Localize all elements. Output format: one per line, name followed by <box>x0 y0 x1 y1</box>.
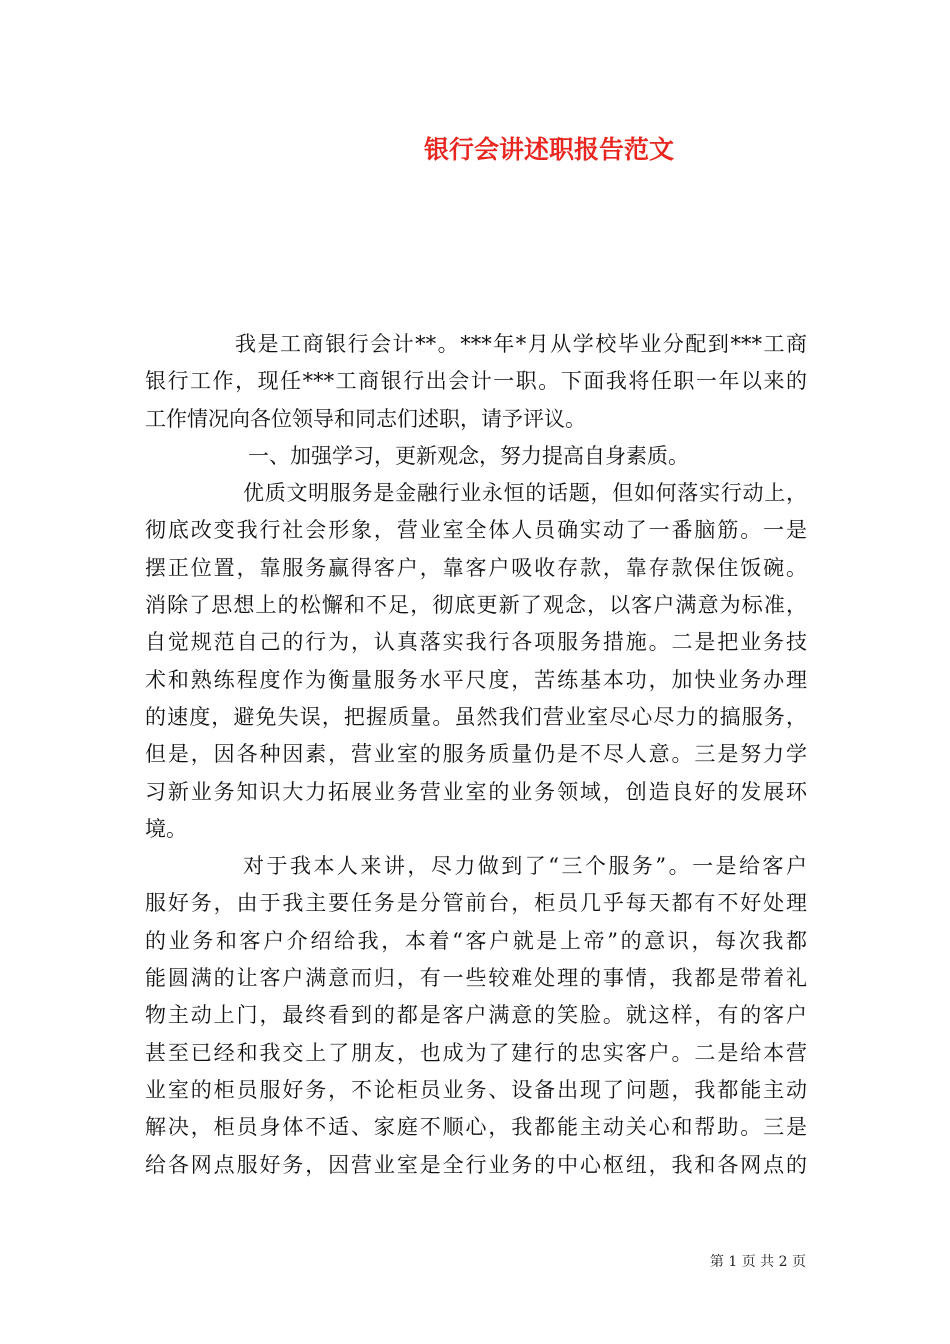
text-line: 术和熟练程度作为衡量服务水平尺度，苦练基本功，加快业务办理 <box>145 667 807 692</box>
page-number-footer: 第 1 页 共 2 页 <box>709 1254 806 1270</box>
text-line: 给各网点服好务，因营业室是全行业务的中心枢纽，我和各网点的 <box>145 1152 807 1177</box>
text-line: 甚至已经和我交上了朋友，也成为了建行的忠实客户。二是给本营 <box>145 1040 807 1065</box>
text-line: 优质文明服务是金融行业永恒的话题，但如何落实行动上， <box>243 481 807 506</box>
document-body <box>145 326 807 1184</box>
text-line: 自觉规范自己的行为，认真落实我行各项服务措施。二是把业务技 <box>145 630 807 655</box>
text-line: 业室的柜员服好务，不论柜员业务、设备出现了问题，我都能主动 <box>145 1077 807 1102</box>
text-line: 消除了思想上的松懈和不足，彻底更新了观念，以客户满意为标准， <box>145 593 807 618</box>
text-line: 工作情况向各位领导和同志们述职，请予评议。 <box>145 406 586 431</box>
text-line: 摆正位置，靠服务赢得客户，靠客户吸收存款，靠存款保住饭碗。 <box>145 555 807 580</box>
text-line: 习新业务知识大力拓展业务营业室的业务领域，创造良好的发展环 <box>145 779 807 804</box>
text-line: 的速度，避免失误，把握质量。虽然我们营业室尽心尽力的搞服务， <box>145 704 807 729</box>
text-line: 我是工商银行会计**。***年*月从学校毕业分配到***工商 <box>235 332 807 356</box>
text-line: 能圆满的让客户满意而归，有一些较难处理的事情，我都是带着礼 <box>145 966 807 991</box>
text-line: 服好务，由于我主要任务是分管前台，柜员几乎每天都有不好处理 <box>145 891 807 916</box>
document-title: 银行会讲述职报告范文 <box>423 135 674 164</box>
text-line: 银行工作，现任***工商银行出会计一职。下面我将任职一年以来的 <box>145 369 807 394</box>
text-line: 彻底改变我行社会形象，营业室全体人员确实动了一番脑筋。一是 <box>145 518 807 543</box>
section-heading: 一、加强学习，更新观念，努力提高自身素质。 <box>248 443 689 468</box>
text-line: 对于我本人来讲，尽力做到了“三个服务”。一是给客户 <box>243 854 807 879</box>
text-line: 但是，因各种因素，营业室的服务质量仍是不尽人意。三是努力学 <box>145 742 807 767</box>
text-line: 的业务和客户介绍给我，本着“客户就是上帝”的意识，每次我都 <box>145 928 807 953</box>
text-line: 解决，柜员身体不适、家庭不顺心，我都能主动关心和帮助。三是 <box>145 1115 807 1140</box>
text-line: 物主动上门，最终看到的都是客户满意的笑脸。就这样，有的客户 <box>145 1003 807 1028</box>
text-line: 境。 <box>145 816 187 841</box>
